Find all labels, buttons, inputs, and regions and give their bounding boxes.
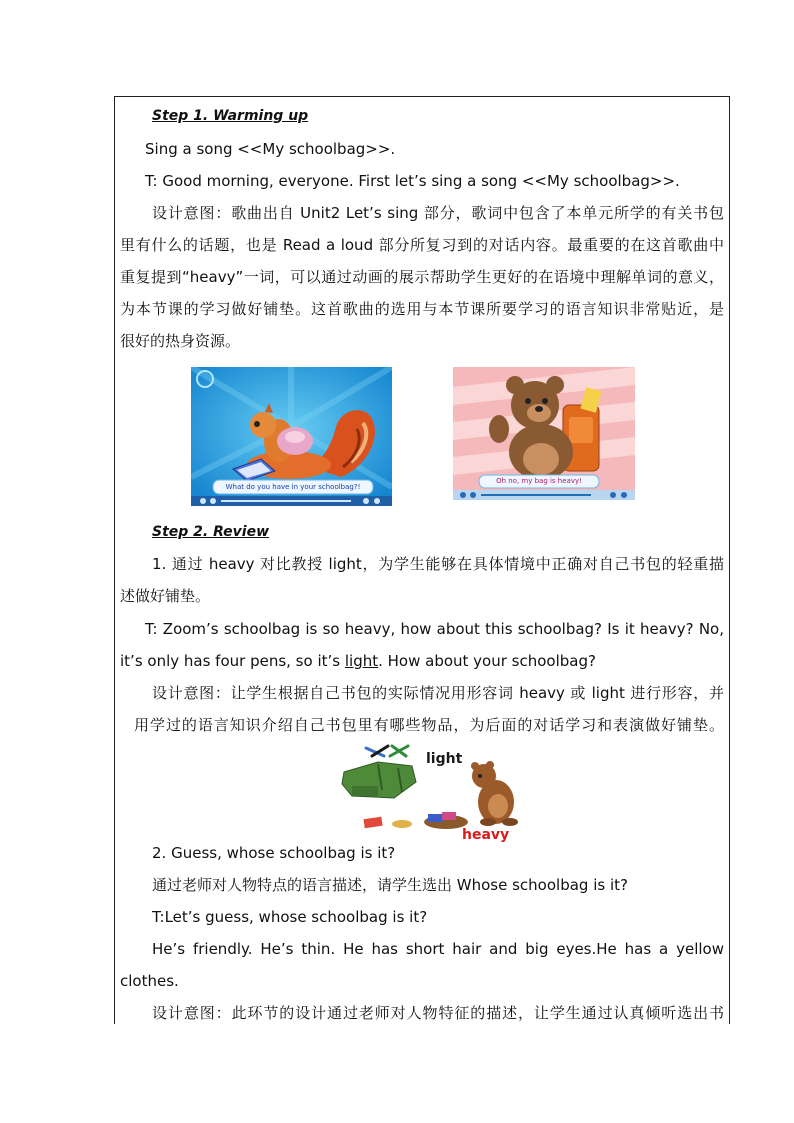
step2-teacher-line1: T: Zoom’s schoolbag is so heavy, how about this schoolbag? Is it heavy? No, <box>145 620 724 638</box>
step1-design-line4: 为本节课的学习做好铺垫。这首歌曲的选用与本节课所要学习的语言知识非常贴近，是 <box>120 300 724 318</box>
step2-design-line2: 用学过的语言知识介绍自己书包里有哪些物品，为后面的对话学习和表演做好铺垫。 <box>134 716 724 734</box>
underlined-word-light: light <box>344 652 379 670</box>
video2-subtitle: Oh no, my bag is heavy! <box>496 477 582 485</box>
step2-point2-desc: 通过老师对人物特点的语言描述，请学生选出 Whose schoolbag is it? <box>152 876 628 894</box>
step1-line2: T: Good morning, everyone. First let’s sing a song <<My schoolbag>>. <box>145 172 680 190</box>
step2-description-line2: clothes. <box>120 972 179 990</box>
step2-point1-line2: 述做好铺垫。 <box>120 587 211 605</box>
squirrel-video-screenshot <box>191 367 392 506</box>
step2-heading: Step 2. Review <box>152 524 270 540</box>
step2-point1-line1: 1. 通过 heavy 对比教授 light，为学生能够在具体情境中正确对自己书包的轻重描 <box>152 555 724 573</box>
step1-line1: Sing a song <<My schoolbag>>. <box>145 140 396 158</box>
step2-description-line1: He’s friendly. He’s thin. He has short hair and big eyes.He has a yellow <box>152 940 724 958</box>
video1-subtitle: What do you have in your schoolbag?! <box>225 483 361 491</box>
step2-design3-line1: 设计意图：此环节的设计通过老师对人物特征的描述，让学生通过认真倾听选出书 <box>152 1004 724 1022</box>
step2-teacher-guess: T:Let’s guess, whose schoolbag is it? <box>152 908 428 926</box>
label-light: light <box>426 751 463 767</box>
step2-design-line1: 设计意图：让学生根据自己书包的实际情况用形容词 heavy 或 light 进行形容，并 <box>152 684 724 702</box>
step1-design-line1: 设计意图：歌曲出自 Unit2 Let’s sing 部分，歌词中包含了本单元所学的有关书包 <box>152 204 724 222</box>
step2-point2: 2. Guess, whose schoolbag is it? <box>152 844 396 862</box>
step1-design-line3: 重复提到“heavy”一词，可以通过动画的展示帮助学生更好的在语境中理解单词的意义， <box>120 268 724 286</box>
step1-design-line5: 很好的热身资源。 <box>120 332 241 350</box>
bear-video-screenshot <box>453 367 635 500</box>
label-heavy: heavy <box>462 827 510 843</box>
step1-design-line2: 里有什么的话题，也是 Read a loud 部分所复习到的对话内容。最重要的在这首歌曲中 <box>120 236 724 254</box>
step2-teacher-line2: it’s only has four pens, so it’s light. How about your schoolbag? <box>120 652 596 670</box>
step1-heading: Step 1. Warming up <box>152 108 309 124</box>
